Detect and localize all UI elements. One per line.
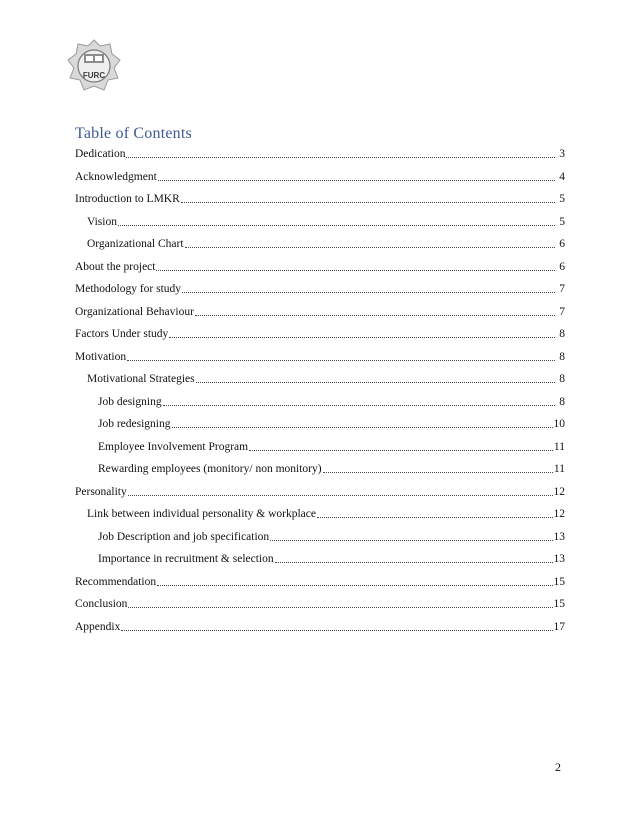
toc-entry-title: Link between individual personality & workplace (87, 508, 316, 520)
toc-entry-title: Job designing (98, 395, 162, 408)
toc-entry-title: Acknowledgment (75, 170, 157, 183)
toc-entry[interactable] (75, 281, 565, 304)
svg-text:FURC: FURC (82, 71, 106, 80)
toc-list (75, 146, 565, 641)
toc-entry-title: Organizational Behaviour (75, 305, 194, 318)
toc-entry-title: Factors Under study (75, 328, 169, 340)
toc-entry-title: Conclusion (75, 598, 128, 610)
toc-entry-title: Dedication (75, 148, 126, 160)
toc-entry[interactable] (75, 529, 565, 552)
toc-entry-page: 6 (559, 260, 565, 273)
toc-entry-title: Importance in recruitment & selection (98, 553, 274, 565)
toc-entry[interactable] (75, 461, 565, 484)
toc-leader-dots (118, 214, 555, 226)
university-logo (66, 36, 122, 96)
toc-entry[interactable] (75, 236, 565, 259)
toc-entry-page: 15 (553, 598, 565, 610)
toc-entry[interactable] (75, 416, 565, 439)
page-number: 2 (555, 760, 561, 774)
toc-leader-dots (157, 574, 552, 586)
toc-entry-page: 7 (559, 305, 565, 318)
toc-heading: Table of Contents (75, 125, 192, 142)
toc-entry-page: 4 (559, 170, 565, 183)
toc-leader-dots (181, 191, 555, 203)
toc-entry-page: 13 (553, 530, 565, 543)
toc-entry[interactable] (75, 394, 565, 417)
toc-leader-dots (249, 439, 553, 451)
toc-leader-dots (169, 326, 555, 338)
toc-entry-page: 8 (559, 350, 565, 363)
toc-leader-dots (127, 349, 555, 361)
toc-entry-title: Vision (87, 215, 117, 228)
toc-entry-title: Methodology for study (75, 283, 182, 295)
toc-entry[interactable] (75, 146, 565, 169)
toc-entry-page: 11 (553, 440, 565, 453)
toc-entry-page: 17 (553, 620, 565, 633)
toc-entry[interactable] (75, 191, 565, 214)
toc-entry-page: 6 (559, 238, 565, 250)
toc-leader-dots (275, 551, 553, 563)
toc-leader-dots (158, 169, 555, 181)
toc-entry[interactable] (75, 349, 565, 372)
toc-entry[interactable] (75, 506, 565, 529)
toc-entry-page: 15 (553, 575, 565, 588)
toc-leader-dots (195, 304, 555, 316)
toc-entry-title: Introduction to LMKR (75, 193, 180, 205)
toc-entry[interactable] (75, 259, 565, 282)
toc-leader-dots (156, 259, 555, 271)
toc-leader-dots (121, 619, 552, 631)
toc-entry-title: Rewarding employees (monitory/ non monitory) (98, 463, 322, 475)
toc-entry-title: Motivation (75, 350, 127, 363)
toc-leader-dots (270, 529, 552, 541)
toc-entry-page: 12 (553, 508, 565, 520)
toc-entry-page: 5 (559, 193, 565, 205)
toc-leader-dots (126, 146, 555, 158)
toc-entry[interactable] (75, 619, 565, 642)
toc-entry[interactable] (75, 551, 565, 574)
toc-entry-page: 5 (559, 215, 565, 228)
toc-leader-dots (182, 281, 555, 293)
toc-entry[interactable] (75, 371, 565, 394)
toc-entry-title: Appendix (75, 620, 121, 633)
toc-leader-dots (317, 506, 553, 518)
toc-entry-title: Job Description and job specification (98, 530, 270, 543)
toc-leader-dots (172, 416, 553, 428)
toc-entry-title: Job redesigning (98, 418, 171, 430)
toc-entry[interactable] (75, 574, 565, 597)
toc-leader-dots (128, 484, 553, 496)
toc-entry-page: 8 (559, 373, 565, 385)
toc-entry-page: 11 (553, 463, 565, 475)
toc-entry-page: 10 (553, 418, 565, 430)
toc-leader-dots (128, 596, 552, 608)
toc-leader-dots (196, 371, 555, 383)
toc-entry-title: About the project (75, 260, 156, 273)
toc-entry-page: 8 (559, 395, 565, 408)
toc-entry-title: Personality (75, 485, 127, 498)
toc-entry[interactable] (75, 169, 565, 192)
toc-entry-page: 3 (559, 148, 565, 160)
toc-entry[interactable] (75, 326, 565, 349)
toc-entry-title: Motivational Strategies (87, 373, 195, 385)
toc-leader-dots (163, 394, 555, 406)
toc-entry[interactable] (75, 596, 565, 619)
toc-leader-dots (323, 461, 553, 473)
toc-entry-page: 12 (553, 485, 565, 498)
toc-entry-page: 13 (553, 553, 565, 565)
toc-entry[interactable] (75, 214, 565, 237)
toc-entry-page: 8 (559, 328, 565, 340)
toc-entry-page: 7 (559, 283, 565, 295)
crest-icon (66, 36, 122, 96)
toc-entry-title: Employee Involvement Program (98, 440, 249, 453)
toc-leader-dots (185, 236, 555, 248)
toc-entry[interactable] (75, 484, 565, 507)
toc-entry[interactable] (75, 304, 565, 327)
toc-entry[interactable] (75, 439, 565, 462)
toc-entry-title: Organizational Chart (87, 238, 184, 250)
toc-entry-title: Recommendation (75, 575, 157, 588)
